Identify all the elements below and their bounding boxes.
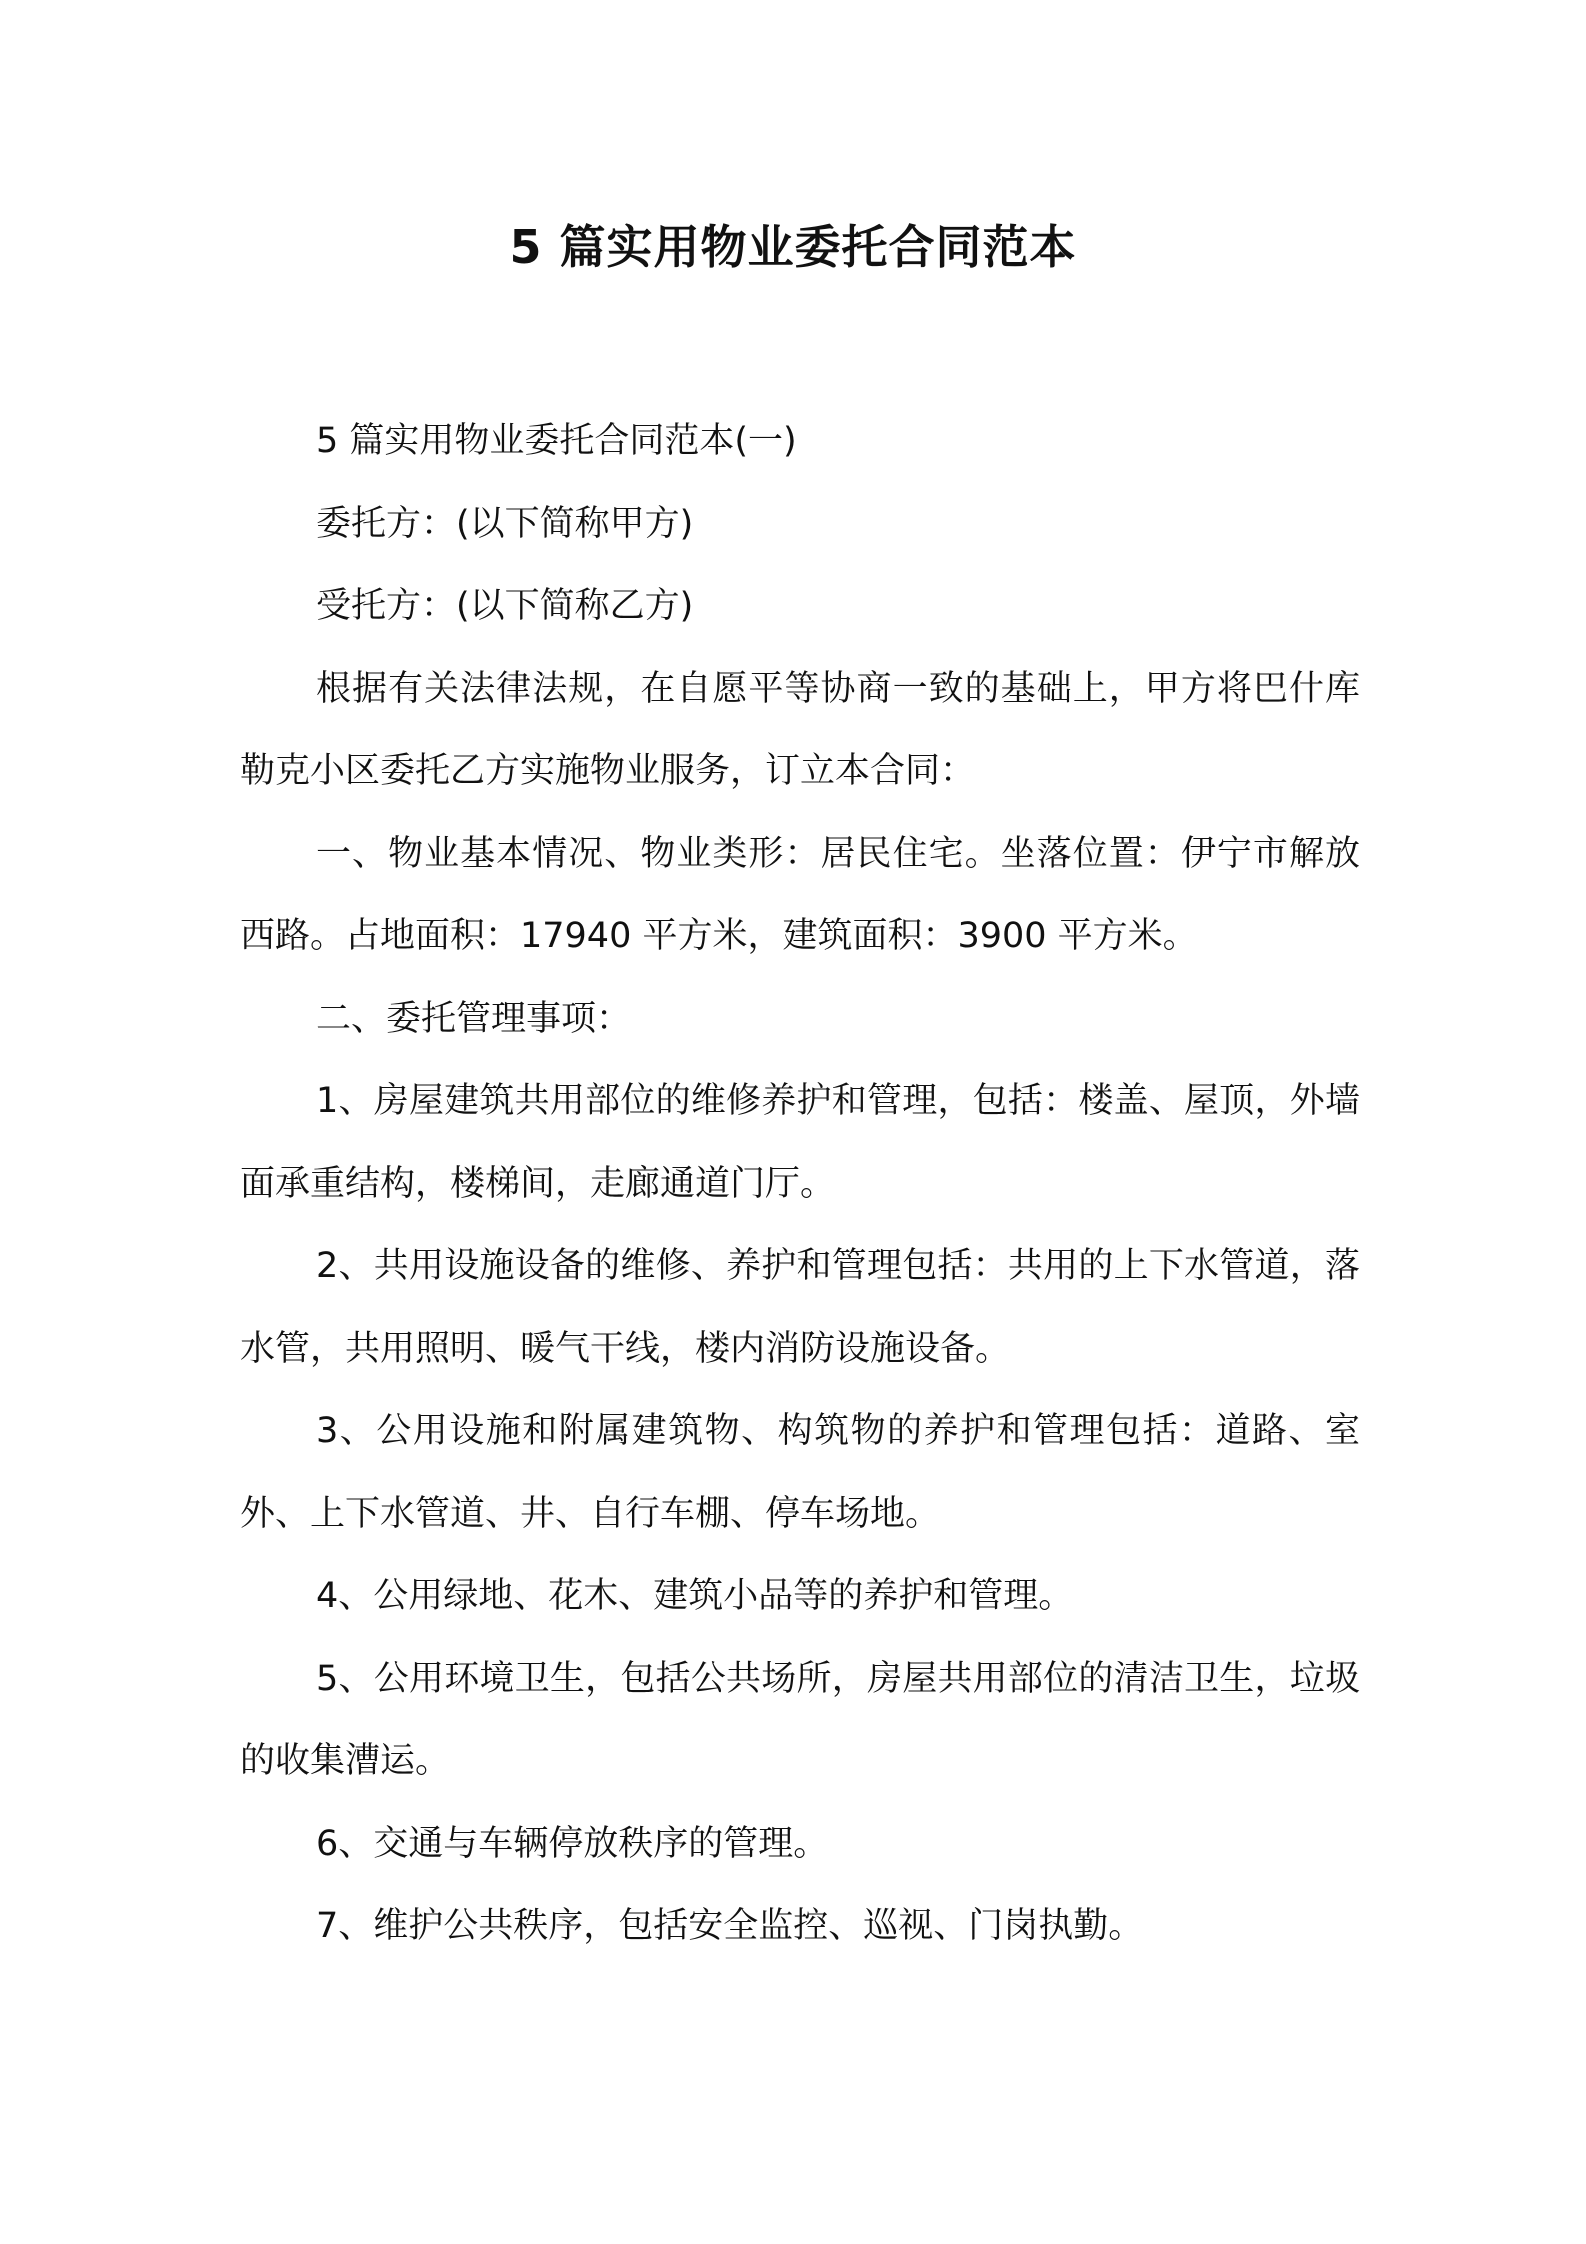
paragraph-preamble: 根据有关法律法规，在自愿平等协商一致的基础上，甲方将巴什库勒克小区委托乙方实施物业服务，订立本合同： bbox=[240, 668, 1360, 791]
paragraph-item-1: 1、房屋建筑共用部位的维修养护和管理，包括：楼盖、屋顶，外墙面承重结构，楼梯间，走廊通道门厅。 bbox=[240, 1081, 1360, 1204]
paragraph-item-7: 7、维护公共秩序，包括安全监控、巡视、门岗执勤。 bbox=[316, 1906, 1144, 1946]
paragraph-item-4: 4、公用绿地、花木、建筑小品等的养护和管理。 bbox=[316, 1576, 1074, 1616]
paragraph-item-3: 3、公用设施和附属建筑物、构筑物的养护和管理包括：道路、室外、上下水管道、井、自行车棚、停车场地。 bbox=[240, 1411, 1360, 1534]
document-body bbox=[240, 400, 1360, 1968]
paragraph-client: 委托方：(以下简称甲方) bbox=[316, 503, 694, 544]
paragraph-item-2: 2、共用设施设备的维修、养护和管理包括：共用的上下水管道，落水管，共用照明、暖气干线，楼内消防设施设备。 bbox=[240, 1246, 1360, 1369]
paragraph-item-6: 6、交通与车辆停放秩序的管理。 bbox=[316, 1823, 829, 1864]
paragraph-subtitle: 5 篇实用物业委托合同范本(一) bbox=[316, 421, 797, 461]
paragraph-section-heading: 二、委托管理事项： bbox=[316, 998, 632, 1039]
paragraph-trustee: 受托方：(以下简称乙方) bbox=[316, 586, 694, 626]
paragraph-item-5: 5、公用环境卫生，包括公共场所，房屋共用部位的清洁卫生，垃圾的收集漕运。 bbox=[240, 1658, 1360, 1781]
paragraph-property-info: 一、物业基本情况、物业类形：居民住宅。坐落位置：伊宁市解放西路。占地面积：17940 平方米，建筑面积：3900 平方米。 bbox=[240, 833, 1360, 956]
document-title: 5 篇实用物业委托合同范本 bbox=[509, 220, 1077, 274]
